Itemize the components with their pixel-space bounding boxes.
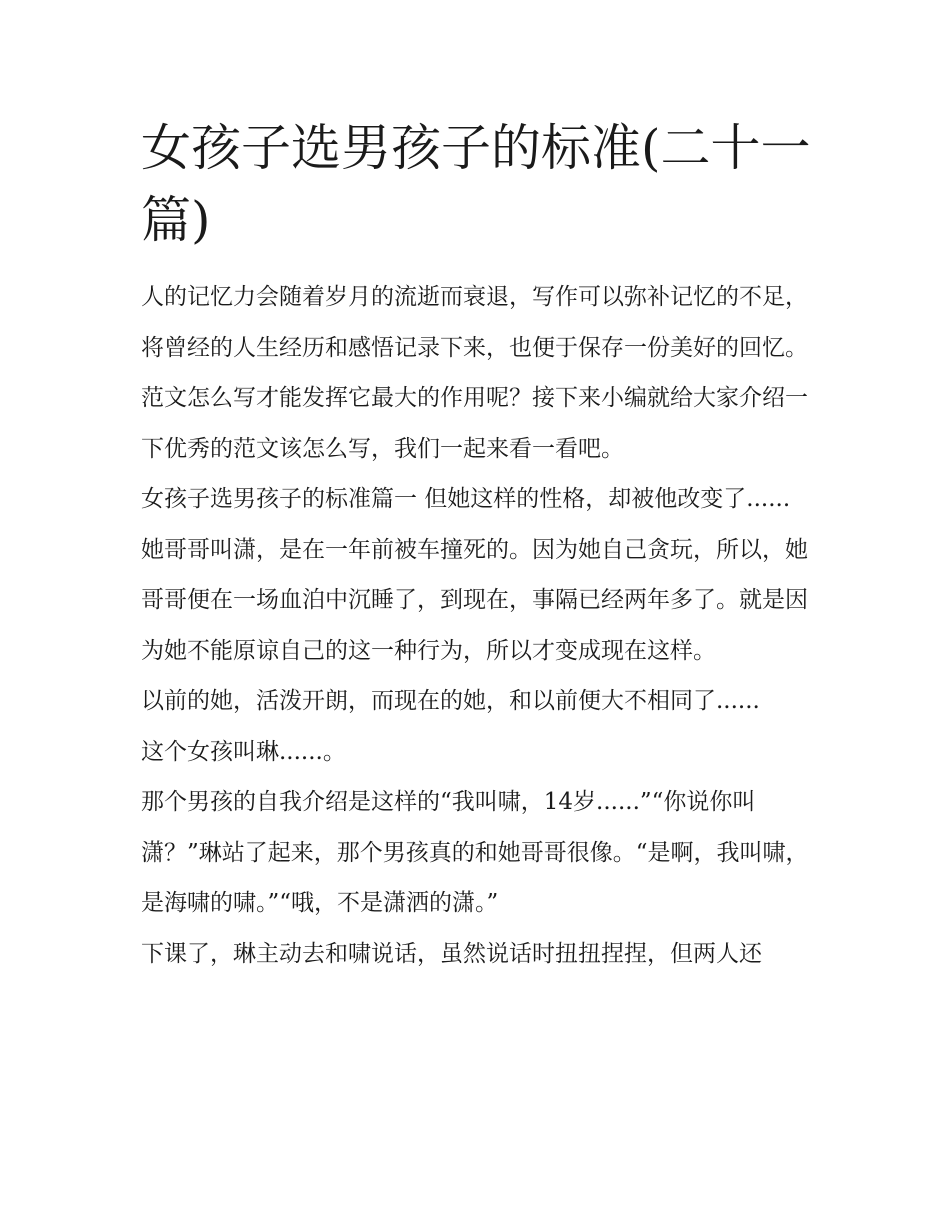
paragraph-section-heading: 女孩子选男孩子的标准篇一 但她这样的性格，却被他改变了......: [141, 486, 791, 512]
paragraph-intro: 人的记忆力会随着岁月的流逝而衰退，写作可以弥补记忆的不足，将曾经的人生经历和感悟记录下来，也便于保存一份美好的回忆。范文怎么写才能发挥它最大的作用呢？接下来小编就给大家介绍一下优秀的范文该怎么写，我们一起来看一看吧。: [141, 284, 808, 462]
paragraph: 那个男孩的自我介绍是这样的“我叫啸，14岁......”“你说你叫潇？”琳站了起来，那个男孩真的和她哥哥很像。“是啊，我叫啸，是海啸的啸。”“哦，不是潇洒的潇。”: [141, 789, 809, 916]
paragraph: 她哥哥叫潇，是在一年前被车撞死的。因为她自己贪玩，所以，她哥哥便在一场血泊中沉睡了，到现在，事隔已经两年多了。就是因为她不能原谅自己的这一种行为，所以才变成现在这样。: [141, 536, 808, 664]
document-title: 女孩子选男孩子的标准(二十一篇): [141, 119, 811, 249]
paragraph: 这个女孩叫琳......。: [141, 738, 346, 765]
paragraph: 下课了，琳主动去和啸说话，虽然说话时扭扭捏捏，但两人还: [141, 940, 762, 967]
paragraph: 以前的她，活泼开朗，而现在的她，和以前便大不相同了......: [141, 688, 760, 714]
document-body: [141, 272, 816, 979]
document-content: [141, 112, 816, 979]
